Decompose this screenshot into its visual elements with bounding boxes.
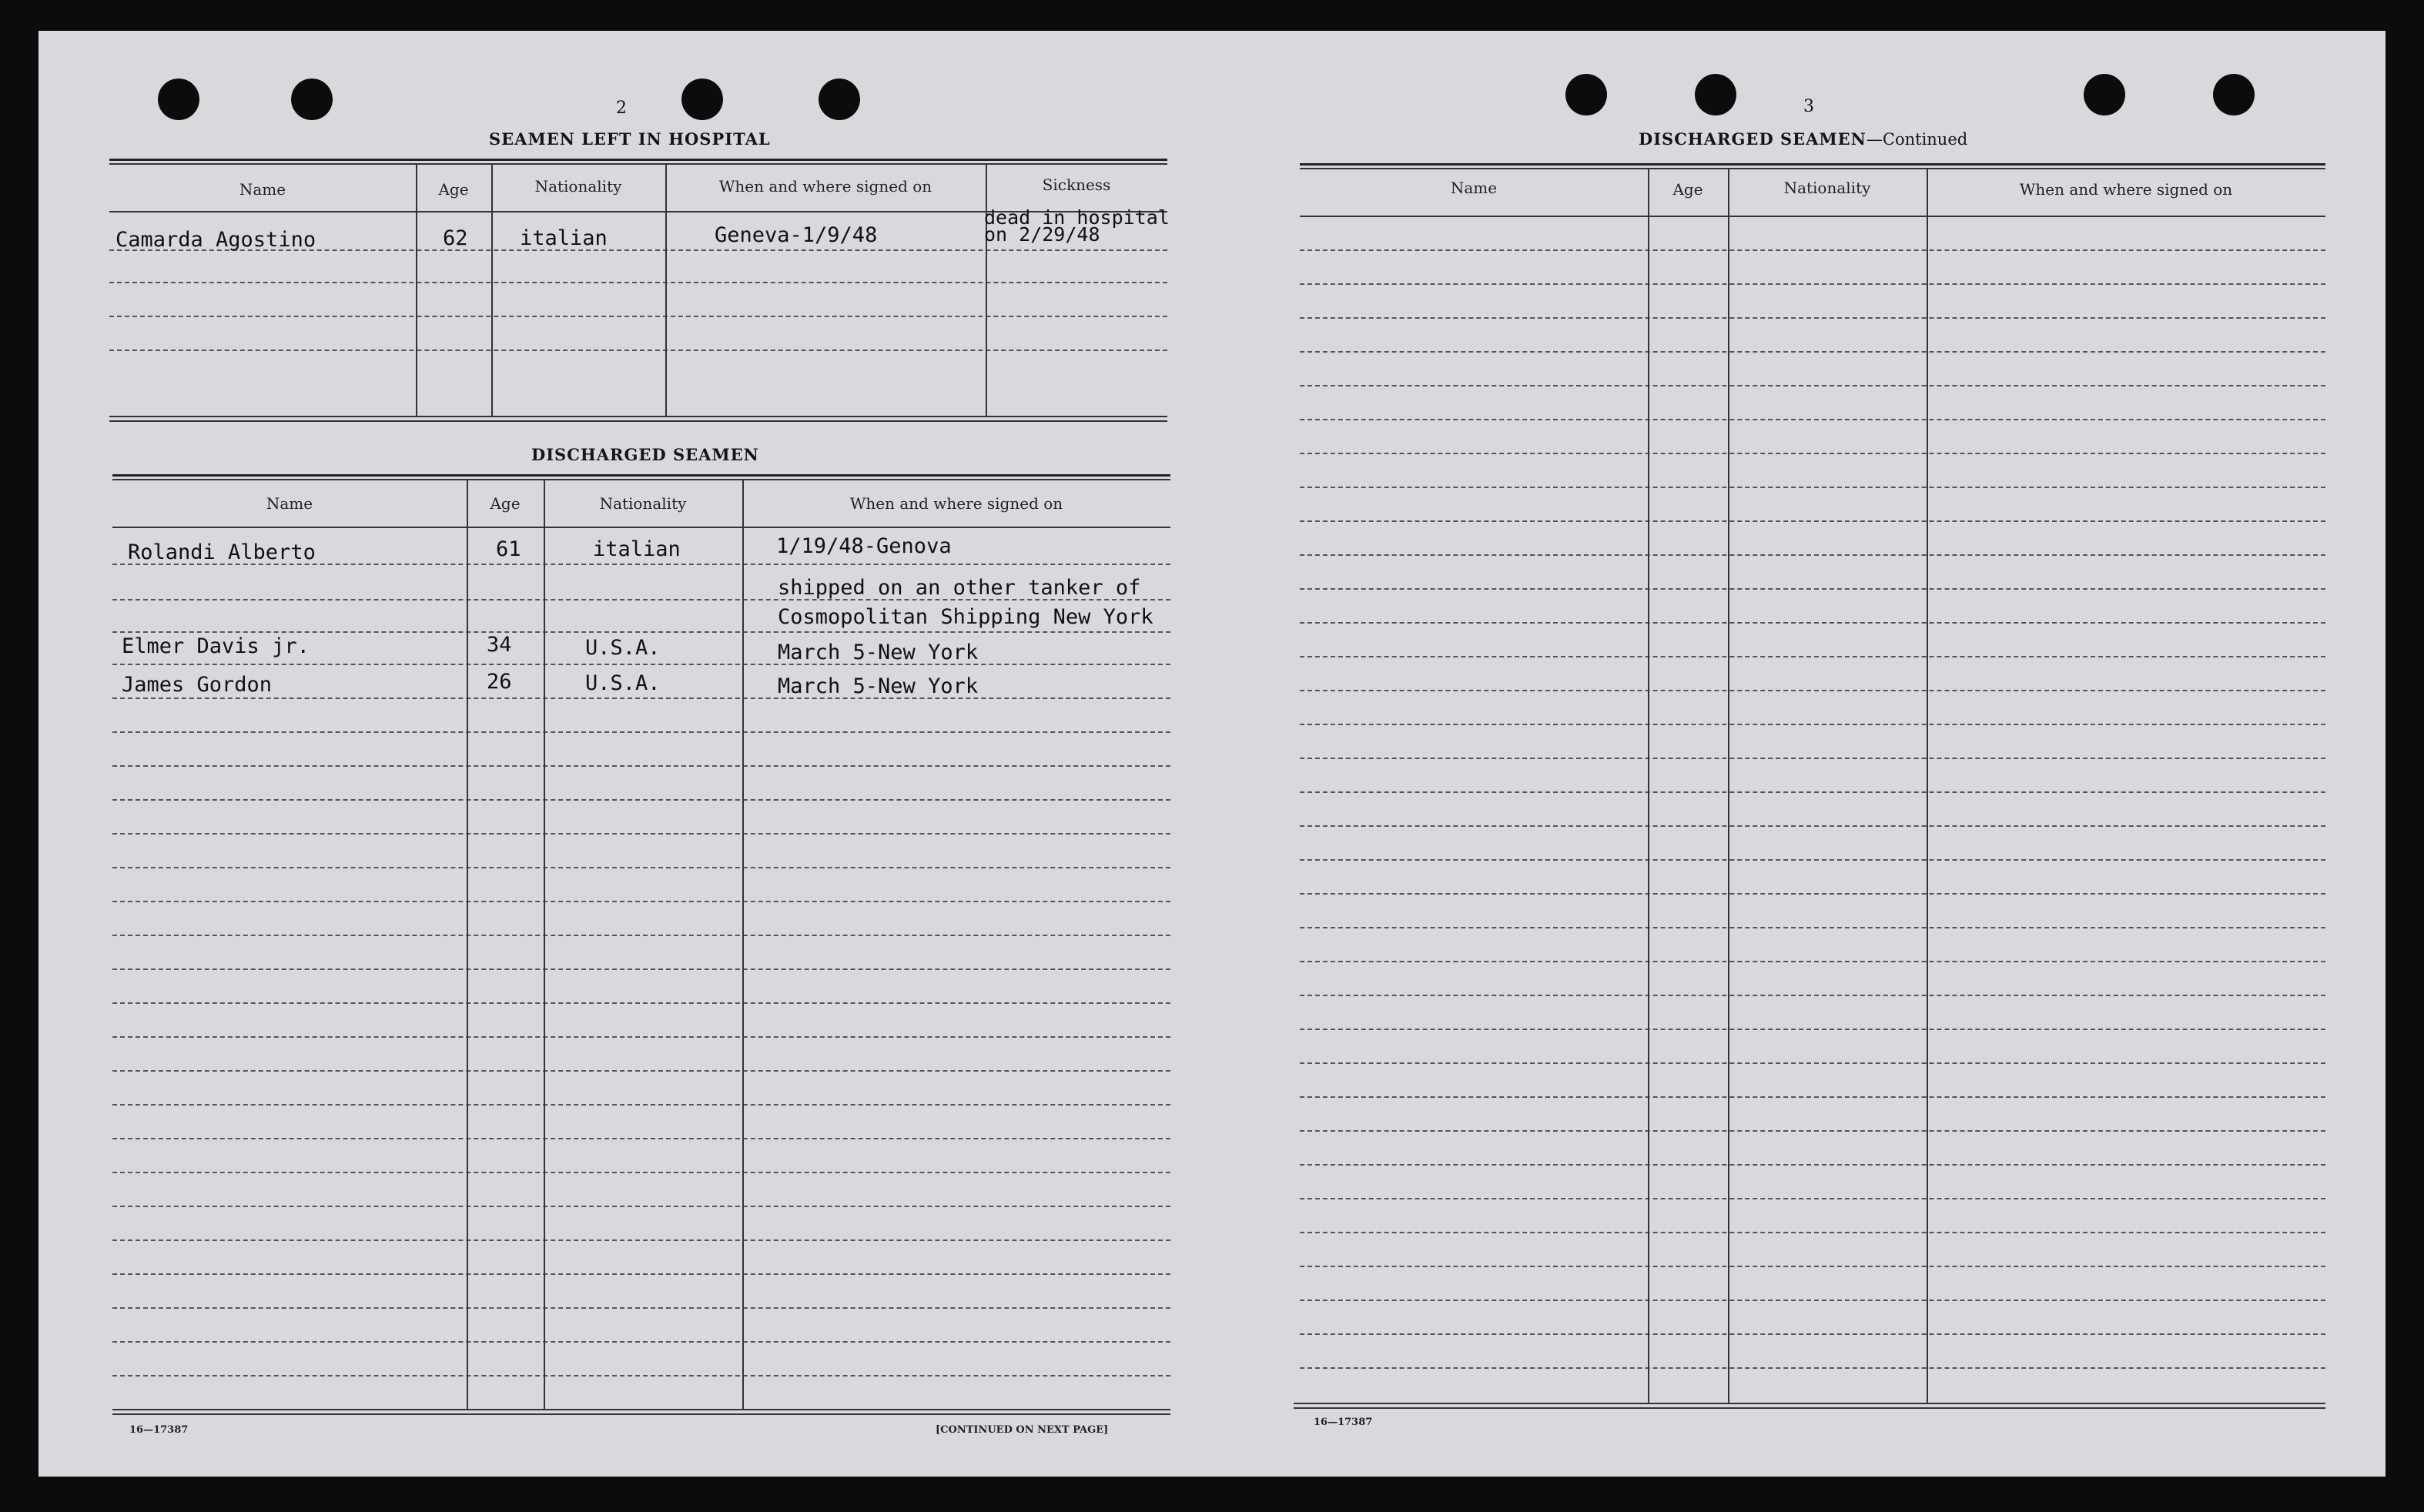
right-page	[1217, 31, 2385, 1477]
discharged-section-title: DISCHARGED SEAMEN	[531, 445, 759, 464]
form-number: 16—17387	[129, 1424, 189, 1436]
punch-hole	[291, 79, 333, 120]
seaman-age: 26	[487, 670, 512, 694]
seaman-signed-on: 1/19/48-Genova	[776, 534, 952, 558]
discharge-note: Cosmopolitan Shipping New York	[778, 605, 1153, 629]
punch-hole	[158, 79, 199, 120]
col-header-nationality: Nationality	[1783, 179, 1871, 197]
seaman-name: Rolandi Alberto	[128, 540, 316, 564]
col-header-nationality: Nationality	[534, 177, 622, 196]
hospital-section-title: SEAMEN LEFT IN HOSPITAL	[489, 129, 771, 149]
seaman-nationality: italian	[593, 537, 681, 561]
title-main: DISCHARGED SEAMEN	[1639, 129, 1867, 149]
seaman-signed-on: March 5-New York	[778, 641, 979, 664]
form-number: 16—17387	[1314, 1417, 1373, 1428]
col-header-sickness: Sickness	[1042, 176, 1111, 194]
discharged-continued-title	[1639, 129, 1967, 149]
col-header-nationality: Nationality	[599, 494, 687, 513]
page-number: 2	[616, 99, 627, 118]
col-header-age: Age	[1672, 180, 1703, 199]
seaman-sickness: dead in hospital	[984, 206, 1170, 229]
seaman-signed-on: March 5-New York	[778, 674, 979, 698]
page-number: 3	[1803, 97, 1814, 116]
col-header-name: Name	[1450, 179, 1498, 197]
seaman-age: 61	[496, 537, 521, 561]
seaman-nationality: italian	[520, 226, 608, 250]
seaman-name: James Gordon	[122, 673, 273, 697]
col-header-name: Name	[266, 494, 313, 513]
punch-hole	[1565, 74, 1607, 115]
discharge-note: shipped on an other tanker of	[778, 576, 1141, 600]
seaman-age: 34	[487, 633, 512, 657]
seaman-name: Camarda Agostino	[116, 228, 316, 252]
punch-hole	[1695, 74, 1736, 115]
seaman-nationality: U.S.A.	[585, 636, 661, 660]
punch-hole	[681, 79, 723, 120]
seaman-name: Elmer Davis jr.	[122, 634, 310, 658]
col-header-age: Age	[490, 494, 521, 513]
title-suffix: —Continued	[1866, 130, 1968, 149]
seaman-nationality: U.S.A.	[585, 671, 661, 695]
col-header-signed-on: When and where signed on	[2019, 180, 2233, 199]
seaman-age: 62	[443, 226, 468, 250]
col-header-name: Name	[239, 180, 286, 199]
punch-hole	[2084, 74, 2125, 115]
left-page	[39, 31, 1217, 1477]
punch-hole	[2213, 74, 2255, 115]
col-header-signed-on: When and where signed on	[849, 494, 1063, 513]
seaman-signed-on: Geneva-1/9/48	[715, 223, 878, 247]
continued-note: [CONTINUED ON NEXT PAGE]	[936, 1424, 1109, 1436]
col-header-age: Age	[438, 180, 469, 199]
col-header-signed-on: When and where signed on	[718, 177, 932, 196]
seaman-sickness: on 2/29/48	[984, 223, 1100, 246]
punch-hole	[819, 79, 860, 120]
